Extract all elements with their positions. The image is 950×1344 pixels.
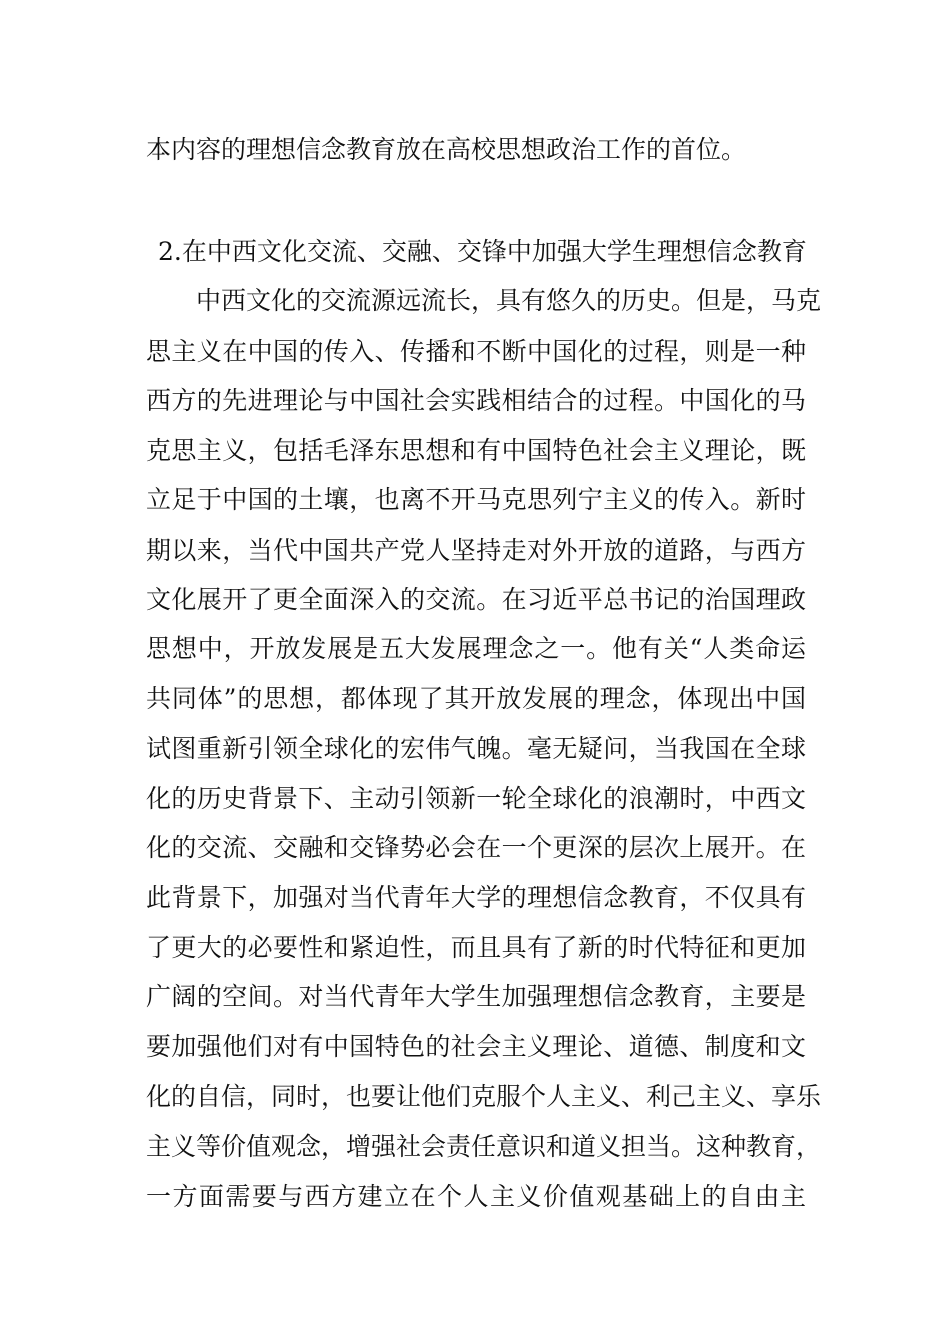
paragraph-line: 化的交流、交融和交锋势必会在一个更深的层次上展开。在 (146, 833, 806, 862)
paragraph-line: 此背景下，加强对当代青年大学的理想信念教育，不仅具有 (146, 883, 806, 912)
paragraph-line: 化的自信，同时，也要让他们克服个人主义、利己主义、享乐 (146, 1082, 822, 1111)
paragraph-line: 思主义在中国的传入、传播和不断中国化的过程，则是一种 (146, 337, 806, 366)
paragraph-line: 文化展开了更全面深入的交流。在习近平总书记的治国理政 (146, 585, 806, 614)
paragraph-line: 中西文化的交流源远流长，具有悠久的历史。但是，马克 (196, 286, 822, 315)
paragraph-line: 期以来，当代中国共产党人坚持走对外开放的道路，与西方 (146, 536, 806, 565)
paragraph-line: 试图重新引领全球化的宏伟气魄。毫无疑问，当我国在全球 (146, 734, 806, 763)
paragraph-line: 西方的先进理论与中国社会实践相结合的过程。中国化的马 (146, 386, 806, 415)
paragraph-line: 主义等价值观念，增强社会责任意识和道义担当。这种教育， (146, 1132, 822, 1161)
paragraph-line: 一方面需要与西方建立在个人主义价值观基础上的自由主 (146, 1182, 806, 1211)
paragraph-line: 要加强他们对有中国特色的社会主义理论、道德、制度和文 (146, 1032, 806, 1061)
section-heading: 2.在中西文化交流、交融、交锋中加强大学生理想信念教育 (158, 237, 807, 266)
continuation-line: 本内容的理想信念教育放在高校思想政治工作的首位。 (146, 135, 747, 164)
paragraph-line: 共同体”的思想，都体现了其开放发展的理念，体现出中国 (146, 684, 806, 713)
paragraph-line: 广阔的空间。对当代青年大学生加强理想信念教育，主要是 (146, 982, 806, 1011)
paragraph-line: 化的历史背景下、主动引领新一轮全球化的浪潮时，中西文 (146, 784, 806, 813)
paragraph-line: 克思主义，包括毛泽东思想和有中国特色社会主义理论，既 (146, 436, 806, 465)
paragraph-line: 了更大的必要性和紧迫性，而且具有了新的时代特征和更加 (146, 933, 806, 962)
paragraph-line: 立足于中国的土壤，也离不开马克思列宁主义的传入。新时 (146, 485, 806, 514)
paragraph-line: 思想中，开放发展是五大发展理念之一。他有关“人类命运 (146, 634, 806, 663)
